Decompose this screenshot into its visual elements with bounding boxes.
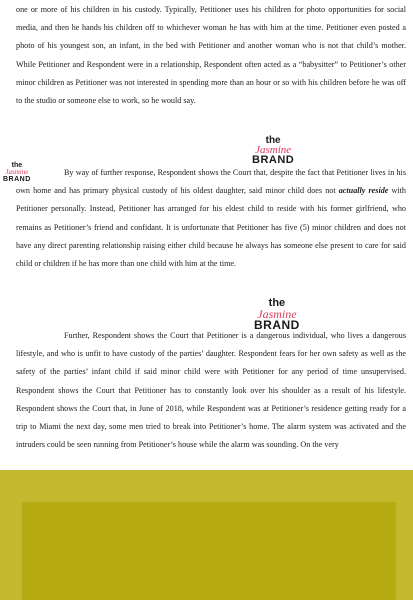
watermark-jasmine: Jasmine [255,144,292,156]
watermark-jasmine: Jasmine [257,307,297,321]
paragraph-text-before: By way of further response, Respondent shows the Court that, despite the fact that Petitioner lives in his own home and has primary physical custody of his oldest daughter, said minor child does not [16,168,406,196]
watermark-logo [252,136,294,166]
emphasis-actually-reside: actually reside [338,186,389,196]
paragraph-text-after: with Petitioner personally. Instead, Petitioner has arranged for his eldest child to reside with his former girlfriend, who remains as Petitioner’s friend and confidant. It is unfortunate that Petitioner has five (5) minor children and does not have any direct parenting relationship raising either child because he always has someone else present to care for said child or children if he has more than one child with him at the time. [16,186,407,269]
footer-color-box [22,502,396,600]
paragraph-further-response [16,164,406,273]
watermark-the: the [11,162,23,169]
watermark-brand: BRAND [254,318,300,332]
paragraph-dangerous-lifestyle: Further, Respondent shows the Court that Petitioner is a dangerous individual, who lives a dangerous lifestyle, and who is unfit to have custody of the parties’ daughter. Respondent fears for her own safety as well as the safety of the parties’ infant child if said minor child were with Petitioner for any period of time unsupervised. Respondent shows the Court that Petitioner has to constantly look over his shoulder as a result of his lifestyle. Respondent shows the Court that, in June of 2018, while Respondent was at Petitioner’s residence getting ready for a trip to Miami the next day, some men tried to break into Petitioner’s home. The alarm system was activated and the intruders could be seen running from Petitioner’s house while the alarm was sounding. On the very [16,331,406,450]
watermark-jasmine: Jasmine [5,168,29,176]
watermark-logo-lower [254,298,300,331]
watermark-the: the [268,297,286,309]
watermark-logo-small [3,162,31,183]
watermark-the: the [265,135,281,146]
paragraph-custody-photos: one or more of his children in his custody. Typically, Petitioner uses his children for photo opportunities for social media, and then he hands his children off to whichever woman he has with him at the time. Petitioner even posted a photo of his youngest son, an infant, in the bed with Petitioner and another woman who is not that child’s mother. While Petitioner and Respondent were in a relationship, Respondent often acted as a “babysitter” to Petitioner’s other minor children as Petitioner was not interested in spending more than an hour or so with his children before he was off to the studio or someone else to work, so he would say. [16,5,406,106]
watermark-brand: BRAND [3,176,31,183]
watermark-brand: BRAND [252,154,295,166]
footer-color-band [0,470,413,600]
